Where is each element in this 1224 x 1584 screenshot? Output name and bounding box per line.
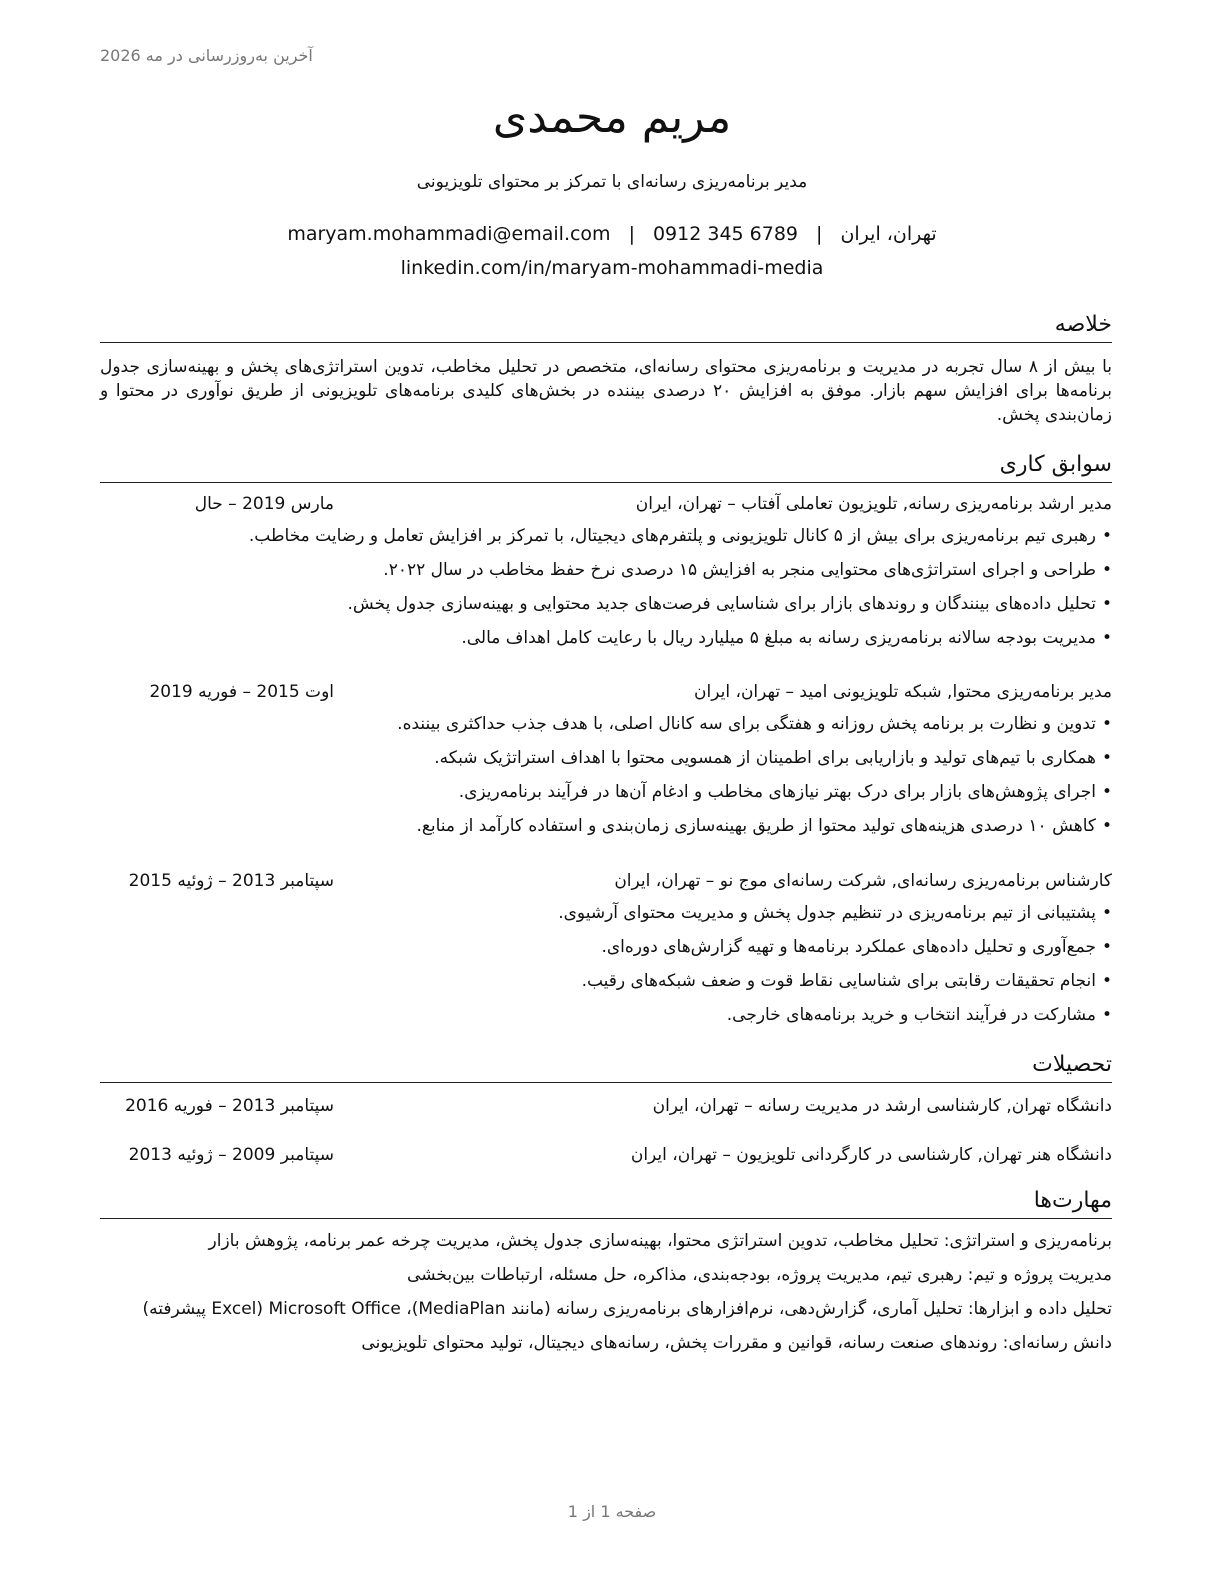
page-number: صفحه 1 از 1	[567, 1502, 657, 1521]
skill-line: برنامه‌ریزی و استراتژی: تحلیل مخاطب، تدوین استراتژی محتوا، بهینه‌سازی جدول پخش، مدیریت چرخه عمر برنامه، پژوهش بازار	[208, 1231, 1112, 1251]
education-title: دانشگاه هنر تهران, کارشناسی در کارگردانی تلویزیون – تهران، ایران	[630, 1145, 1112, 1165]
contact-linkedin[interactable]: linkedin.com/in/maryam-mohammadi-media	[400, 257, 824, 279]
contact-separator: |	[628, 223, 635, 245]
list-item: • رهبری تیم برنامه‌ریزی برای بیش از ۵ کانال تلویزیونی و پلتفرم‌های دیجیتال، با تمرکز بر افزایش تعامل و رضایت مخاطب.	[112, 519, 1112, 553]
list-item: • مدیریت بودجه سالانه برنامه‌ریزی رسانه به مبلغ ۵ میلیارد ریال با رعایت کامل اهداف مالی.	[112, 621, 1112, 655]
contact-line	[0, 223, 1224, 245]
job-title: مدیر ارشد برنامه‌ریزی رسانه, تلویزیون تعاملی آفتاب – تهران، ایران	[635, 494, 1112, 514]
list-item: • طراحی و اجرای استراتژی‌های محتوایی منجر به افزایش ۱۵ درصدی نرخ حفظ مخاطب در سال ۲۰۲۲.	[112, 553, 1112, 587]
list-item: • اجرای پژوهش‌های بازار برای درک بهتر نیازهای مخاطب و ادغام آن‌ها در فرآیند برنامه‌ریزی.	[112, 775, 1112, 809]
education-title: دانشگاه تهران, کارشناسی ارشد در مدیریت رسانه – تهران، ایران	[652, 1096, 1112, 1116]
job-title: کارشناس برنامه‌ریزی رسانه‌ای, شرکت رسانه‌ای موج نو – تهران، ایران	[614, 871, 1112, 891]
candidate-name: مریم محمدی	[492, 92, 732, 143]
list-item: • همکاری با تیم‌های تولید و بازاریابی برای اطمینان از همسویی محتوا با اهداف استراتژیک شبکه.	[112, 741, 1112, 775]
section-heading-summary: خلاصه	[100, 310, 1112, 343]
list-item: • انجام تحقیقات رقابتی برای شناسایی نقاط قوت و ضعف شبکه‌های رقیب.	[112, 964, 1112, 998]
skill-line: مدیریت پروژه و تیم: رهبری تیم، مدیریت پروژه، بودجه‌بندی، مذاکره، حل مسئله، ارتباطات بین‌بخشی	[407, 1265, 1112, 1285]
summary-text: با بیش از ۸ سال تجربه در مدیریت و برنامه‌ریزی محتوای رسانه‌ای، متخصص در تحلیل مخاطب، تدوین استراتژی‌های پخش و بهینه‌سازی جدول برنامه‌ها برای افزایش سهم بازار. موفق به افزایش ۲۰ درصدی بیننده در بخش‌های کلیدی برنامه‌های تلویزیونی از طریق نوآوری در محتوا و زمان‌بندی پخش.	[100, 357, 1112, 425]
contact-email[interactable]: maryam.mohammadi@email.com	[287, 223, 611, 245]
section-heading-experience: سوابق کاری	[100, 450, 1112, 483]
job-bullets	[112, 707, 1112, 843]
list-item: • کاهش ۱۰ درصدی هزینه‌های تولید محتوا از طریق بهینه‌سازی زمان‌بندی و استفاده کارآمد از منابع.	[112, 809, 1112, 843]
contact-separator: |	[816, 223, 823, 245]
section-heading-skills: مهارت‌ها	[100, 1186, 1112, 1219]
last-updated-note: آخرین به‌روزرسانی در مه 2026	[100, 46, 313, 65]
contact-phone: 0912 345 6789	[652, 223, 799, 245]
job-bullets	[112, 896, 1112, 1032]
list-item: • جمع‌آوری و تحلیل داده‌های عملکرد برنامه‌ها و تهیه گزارش‌های دوره‌ای.	[112, 930, 1112, 964]
education-dates: سپتامبر 2009 – ژوئیه 2013	[128, 1145, 334, 1165]
contact-location: تهران، ایران	[840, 223, 937, 245]
job-dates: اوت 2015 – فوریه 2019	[149, 682, 334, 702]
list-item: • تحلیل داده‌های بینندگان و روندهای بازار برای شناسایی فرصت‌های جدید محتوایی و بهینه‌سازی جدول پخش.	[112, 587, 1112, 621]
job-bullets	[112, 519, 1112, 655]
list-item: • مشارکت در فرآیند انتخاب و خرید برنامه‌های خارجی.	[112, 998, 1112, 1032]
job-dates: مارس 2019 – حال	[194, 494, 334, 514]
skill-line: دانش رسانه‌ای: روندهای صنعت رسانه، قوانین و مقررات پخش، رسانه‌های دیجیتال، تولید محتوای تلویزیونی	[361, 1333, 1112, 1353]
skill-line: تحلیل داده و ابزارها: تحلیل آماری، گزارش‌دهی، نرم‌افزارهای برنامه‌ریزی رسانه (مانند MediaPlan)، Microsoft Office (Excel پیشرفته)	[142, 1299, 1112, 1319]
list-item: • پشتیبانی از تیم برنامه‌ریزی در تنظیم جدول پخش و مدیریت محتوای آرشیوی.	[112, 896, 1112, 930]
section-heading-education: تحصیلات	[100, 1050, 1112, 1083]
education-dates: سپتامبر 2013 – فوریه 2016	[125, 1096, 334, 1116]
job-title: مدیر برنامه‌ریزی محتوا, شبکه تلویزیونی امید – تهران، ایران	[694, 682, 1112, 702]
job-dates: سپتامبر 2013 – ژوئیه 2015	[128, 871, 334, 891]
candidate-tagline: مدیر برنامه‌ریزی رسانه‌ای با تمرکز بر محتوای تلویزیونی	[416, 172, 808, 192]
list-item: • تدوین و نظارت بر برنامه پخش روزانه و هفتگی برای سه کانال اصلی، با هدف جذب حداکثری بیننده.	[112, 707, 1112, 741]
